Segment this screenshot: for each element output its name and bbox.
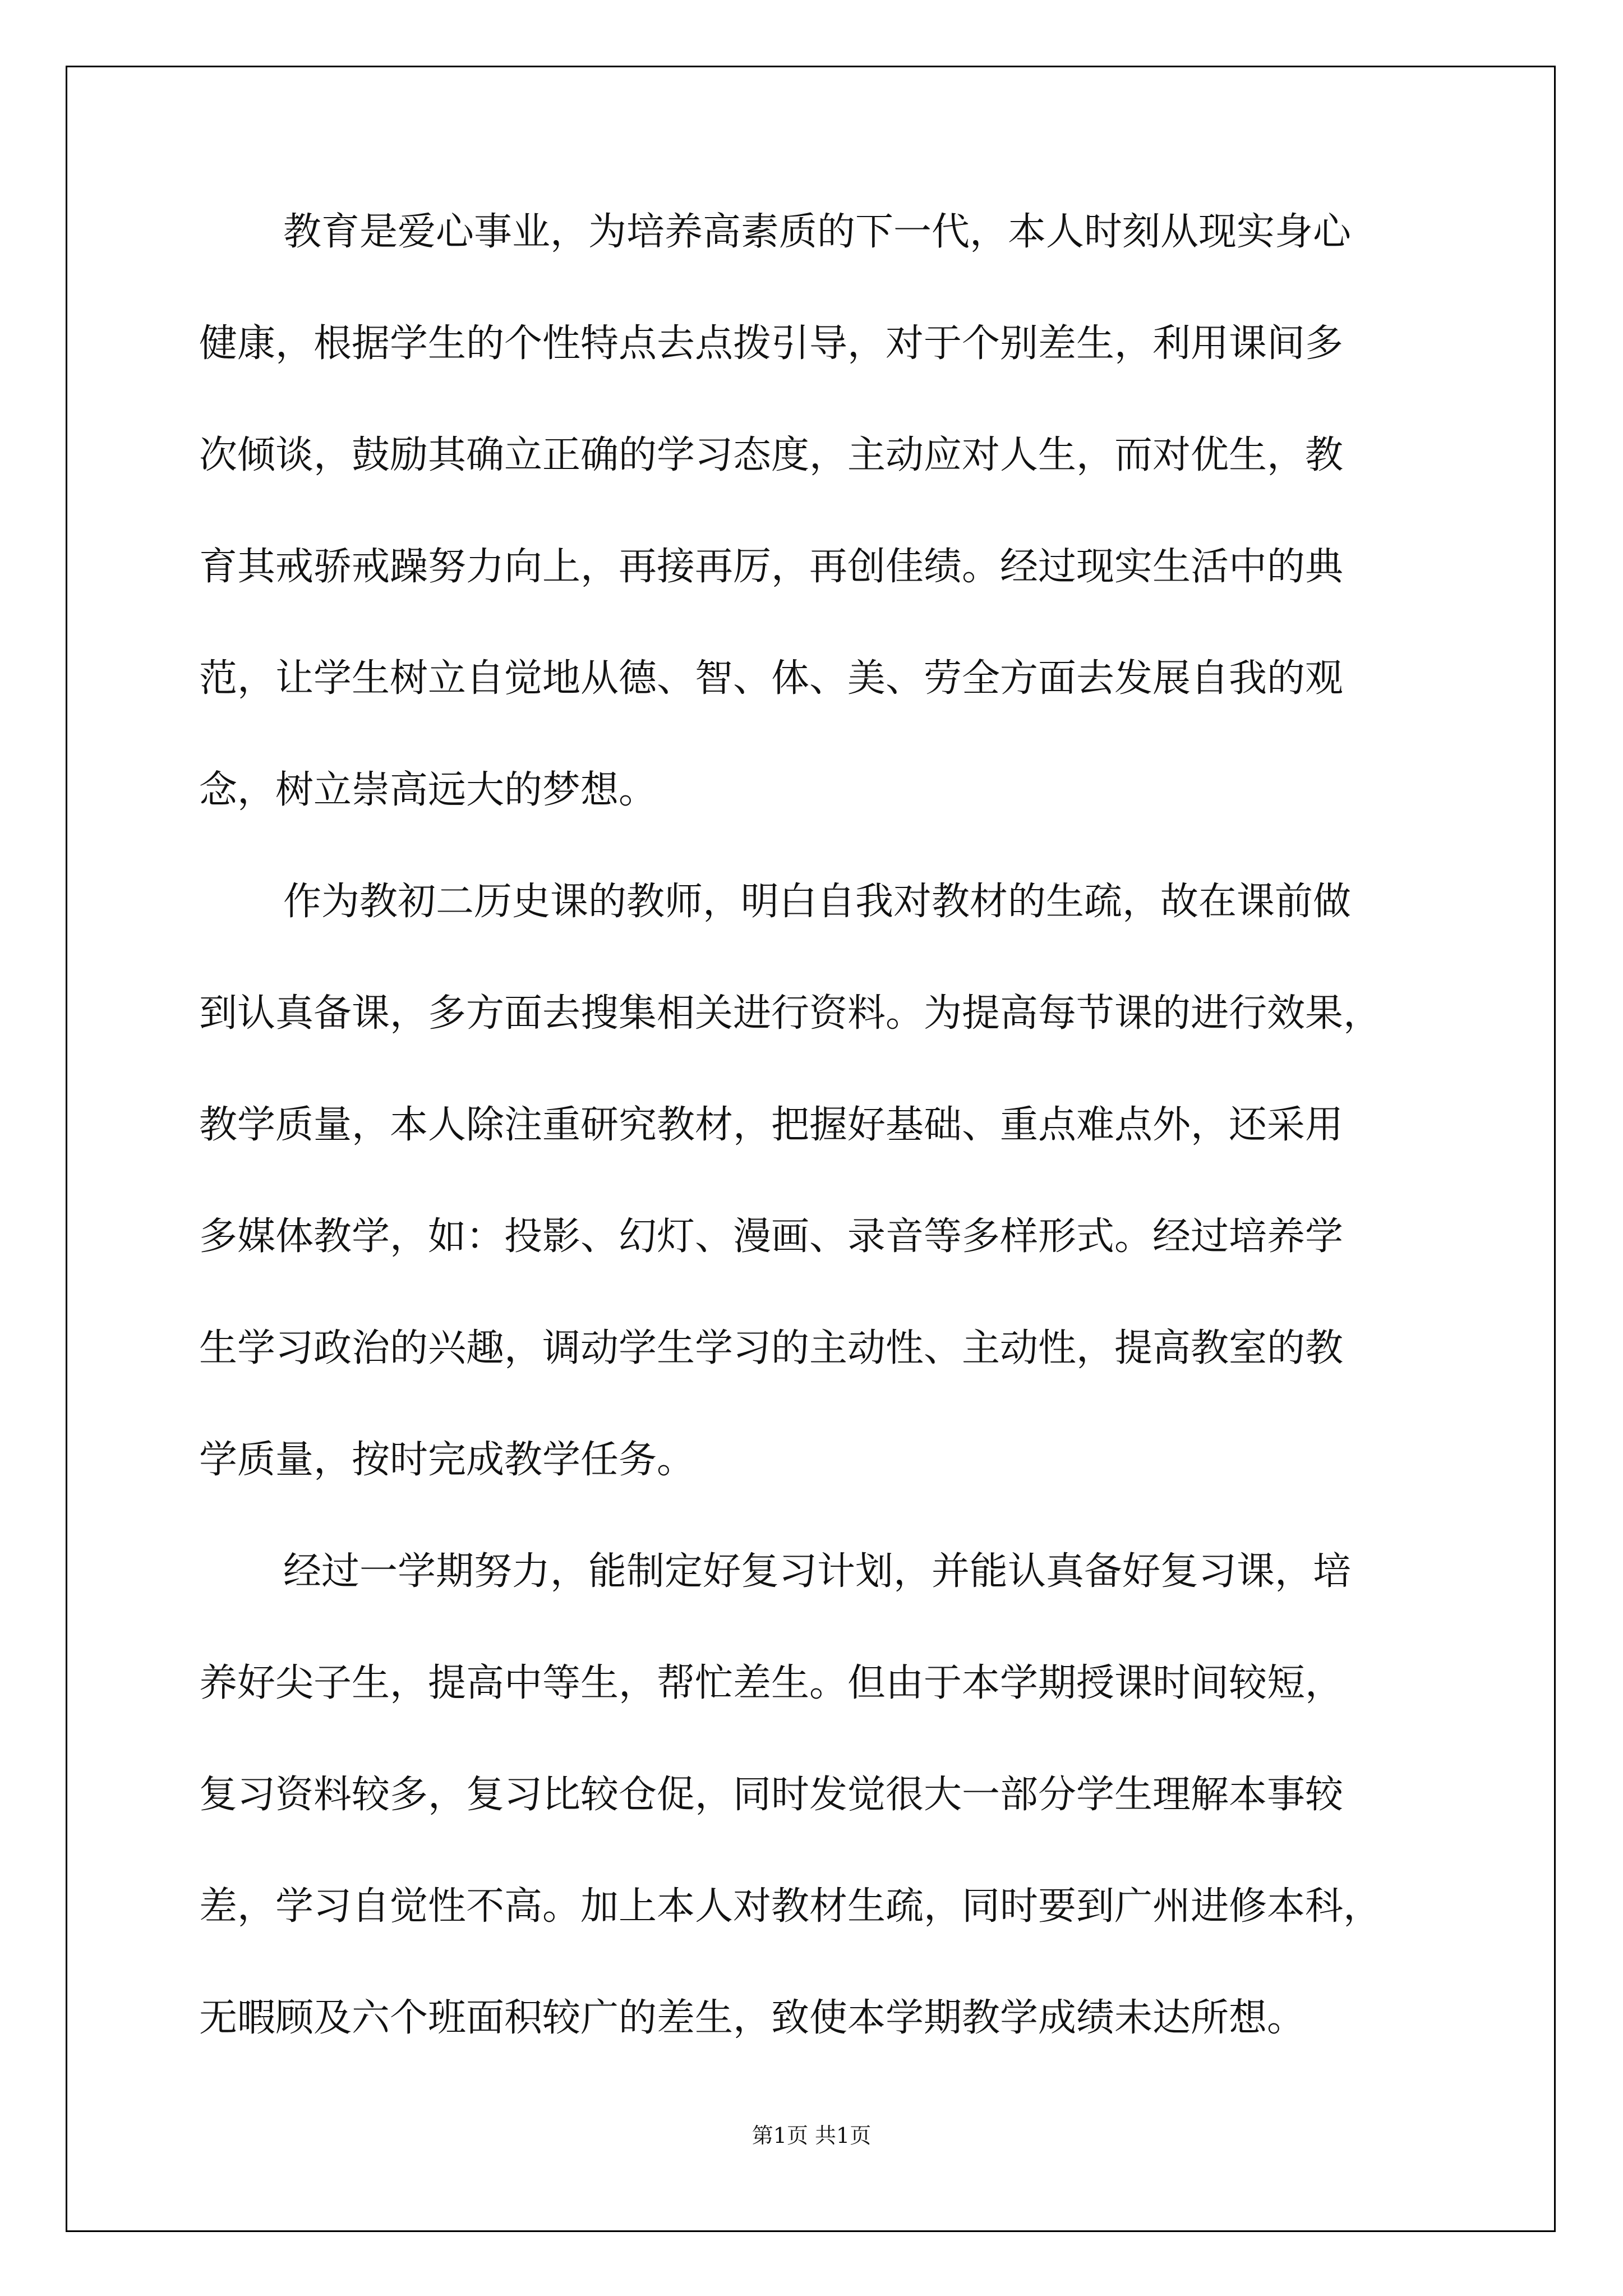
paragraph-1-line-1: 教育是爱心事业，为培养高素质的下一代，本人时刻从现实身心 [283, 210, 1352, 254]
paragraph-1-line-2: 健康，根据学生的个性特点去点拨引导，对于个别差生，利用课间多 [199, 321, 1344, 366]
paragraph-1-line-6: 念，树立崇高远大的梦想。 [199, 768, 657, 812]
paragraph-3-line-5: 无暇顾及六个班面积较广的差生，致使本学期教学成绩未达所想。 [199, 1996, 1306, 2040]
paragraph-1-line-5: 范，让学生树立自觉地从德、智、体、美、劳全方面去发展自我的观 [199, 656, 1344, 701]
paragraph-3-line-4: 差，学习自觉性不高。加上本人对教材生疏，同时要到广州进修本科， [199, 1884, 1382, 1929]
paragraph-3-line-2: 养好尖子生，提高中等生，帮忙差生。但由于本学期授课时间较短， [199, 1661, 1344, 1705]
paragraph-1-line-4: 育其戒骄戒躁努力向上，再接再厉，再创佳绩。经过现实生活中的典 [199, 545, 1344, 589]
paragraph-2-line-3: 教学质量，本人除注重研究教材，把握好基础、重点难点外，还采用 [199, 1103, 1344, 1147]
paragraph-2-line-2: 到认真备课，多方面去搜集相关进行资料。为提高每节课的进行效果， [199, 991, 1382, 1036]
document-body [199, 210, 1427, 2111]
paragraph-3-line-1: 经过一学期努力，能制定好复习计划，并能认真备好复习课，培 [283, 1549, 1352, 1594]
paragraph-2-line-5: 生学习政治的兴趣，调动学生学习的主动性、主动性，提高教室的教 [199, 1326, 1344, 1370]
paragraph-2-line-1: 作为教初二历史课的教师，明白自我对教材的生疏，故在课前做 [283, 880, 1352, 924]
paragraph-2-line-6: 学质量，按时完成教学任务。 [199, 1438, 695, 1482]
page-number-footer: 第1页 共1页 [751, 2123, 872, 2148]
paragraph-2-line-4: 多媒体教学，如：投影、幻灯、漫画、录音等多样形式。经过培养学 [199, 1214, 1344, 1259]
paragraph-3-line-3: 复习资料较多，复习比较仓促，同时发觉很大一部分学生理解本事较 [199, 1773, 1344, 1817]
paragraph-1-line-3: 次倾谈，鼓励其确立正确的学习态度，主动应对人生，而对优生，教 [199, 433, 1344, 477]
